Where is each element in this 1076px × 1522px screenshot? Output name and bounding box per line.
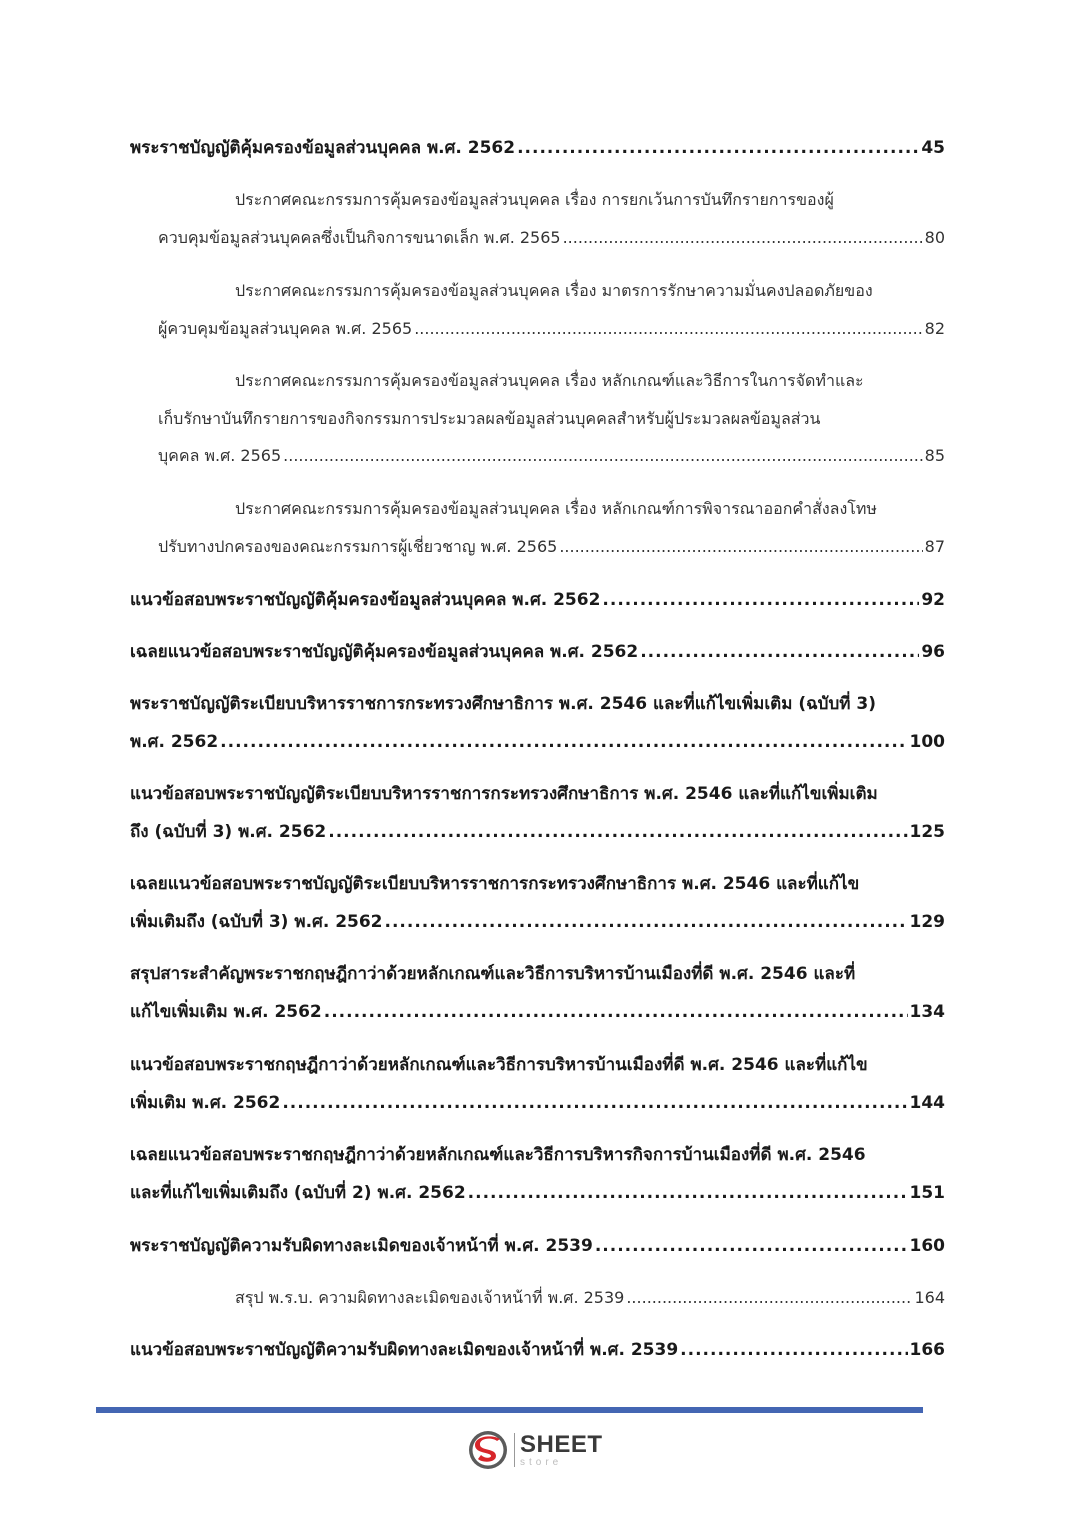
toc-entry-title: สรุปสาระสำคัญพระราชกฤษฎีกาว่าด้วยหลักเกณฑ์และวิธีการบริหารบ้านเมืองที่ดี พ.ศ. 2546 และที่ [130, 964, 856, 984]
toc-page-number: 82 [924, 319, 945, 338]
toc-line [130, 997, 945, 1027]
toc-line [130, 1050, 945, 1080]
leader-dots [385, 907, 908, 937]
toc-page-number: 87 [924, 537, 945, 556]
leader-dots [468, 1178, 908, 1208]
leader-dots [595, 1231, 908, 1261]
toc-page-number: 45 [921, 138, 945, 158]
toc-entry-title: เพิ่มเติม พ.ศ. 2562 [130, 1093, 281, 1113]
toc-page-number: 164 [914, 1288, 945, 1307]
toc-line [130, 727, 945, 757]
leader-dots [324, 997, 908, 1027]
toc-page-number: 125 [909, 822, 945, 842]
toc-entry-title: ประกาศคณะกรรมการคุ้มครองข้อมูลส่วนบุคคล เรื่อง มาตรการรักษาความมั่นคงปลอดภัยของ [235, 281, 873, 300]
toc-page-number: 92 [921, 590, 945, 610]
toc-line [130, 637, 945, 667]
leader-dots [220, 727, 907, 757]
toc-entry-title: ประกาศคณะกรรมการคุ้มครองข้อมูลส่วนบุคคล เรื่อง หลักเกณฑ์และวิธีการในการจัดทำและ [235, 371, 864, 390]
leader-dots [640, 637, 919, 667]
toc-page-number: 129 [909, 912, 945, 932]
toc-page-number: 80 [924, 228, 945, 247]
toc-line [158, 314, 945, 344]
toc-entry-title: พระราชบัญญัติระเบียบบริหารราชการกระทรวงศึกษาธิการ พ.ศ. 2546 และที่แก้ไขเพิ่มเติม (ฉบับที่ 3) [130, 694, 876, 714]
toc-entry-title: ควบคุมข้อมูลส่วนบุคคลซึ่งเป็นกิจการขนาดเล็ก พ.ศ. 2565 [158, 228, 561, 247]
toc-line [130, 1335, 945, 1365]
toc-line [130, 817, 945, 847]
toc-page-number: 166 [909, 1340, 945, 1360]
toc-entry-title: เก็บรักษาบันทึกรายการของกิจกรรมการประมวลผลข้อมูลส่วนบุคคลสำหรับผู้ประมวลผลข้อมูลส่วน [158, 409, 821, 428]
leader-dots [282, 1088, 907, 1118]
logo-text [520, 1430, 603, 1468]
toc-page-number: 96 [921, 642, 945, 662]
toc-line [130, 1231, 945, 1261]
toc-entry-title: เฉลยแนวข้อสอบพระราชบัญญัติระเบียบบริหารราชการกระทรวงศึกษาธิการ พ.ศ. 2546 และที่แก้ไข [130, 874, 860, 894]
logo-sub: store [520, 1456, 563, 1468]
logo-word: SHEET [520, 1430, 603, 1458]
toc-entry-title: แนวข้อสอบพระราชบัญญัติระเบียบบริหารราชการกระทรวงศึกษาธิการ พ.ศ. 2546 และที่แก้ไขเพิ่มเติม [130, 784, 878, 804]
toc-page-number: 85 [924, 446, 945, 465]
toc-line [130, 959, 945, 989]
toc-entry-title: พ.ศ. 2562 [130, 732, 219, 752]
leader-dots [563, 223, 923, 253]
toc-entry-title: ประกาศคณะกรรมการคุ้มครองข้อมูลส่วนบุคคล เรื่อง การยกเว้นการบันทึกรายการของผู้ [235, 190, 834, 209]
footer-rule [96, 1407, 923, 1413]
toc-entry-title: แนวข้อสอบพระราชกฤษฎีกาว่าด้วยหลักเกณฑ์และวิธีการบริหารบ้านเมืองที่ดี พ.ศ. 2546 และที่แก้ไข [130, 1055, 868, 1075]
toc-line [130, 585, 945, 615]
leader-dots [680, 1335, 907, 1365]
toc-page-number: 100 [909, 732, 945, 752]
toc-line [235, 185, 945, 215]
toc-entry-title: สรุป พ.ร.บ. ความผิดทางละเมิดของเจ้าหน้าที่ พ.ศ. 2539 [235, 1288, 625, 1307]
toc-page-number: 160 [909, 1236, 945, 1256]
toc-entry-title: แนวข้อสอบพระราชบัญญัติคุ้มครองข้อมูลส่วนบุคคล พ.ศ. 2562 [130, 590, 601, 610]
toc-line [130, 1088, 945, 1118]
toc-line [130, 1178, 945, 1208]
toc-line [130, 907, 945, 937]
toc-line [235, 366, 945, 396]
toc-line [235, 276, 945, 306]
toc-line [235, 494, 945, 524]
toc-entry-title: ผู้ควบคุมข้อมูลส่วนบุคคล พ.ศ. 2565 [158, 319, 413, 338]
toc-line [158, 404, 945, 434]
toc-line [130, 779, 945, 809]
leader-dots [602, 585, 919, 615]
toc-entry-title: เพิ่มเติมถึง (ฉบับที่ 3) พ.ศ. 2562 [130, 912, 383, 932]
toc-entry-title: ปรับทางปกครองของคณะกรรมการผู้เชี่ยวชาญ พ.ศ. 2565 [158, 537, 558, 556]
toc-line [130, 689, 945, 719]
toc-entry-title: พระราชบัญญัติความรับผิดทางละเมิดของเจ้าหน้าที่ พ.ศ. 2539 [130, 1236, 593, 1256]
toc-page-number: 151 [909, 1183, 945, 1203]
leader-dots [414, 314, 922, 344]
toc-page-number: 134 [909, 1002, 945, 1022]
toc-line [158, 441, 945, 471]
toc-entry-title: เฉลยแนวข้อสอบพระราชกฤษฎีกาว่าด้วยหลักเกณฑ์และวิธีการบริหารกิจการบ้านเมืองที่ดี พ.ศ. 2546 [130, 1145, 866, 1165]
toc-entry-title: บุคคล พ.ศ. 2565 [158, 446, 282, 465]
logo-separator [514, 1433, 515, 1467]
sheet-store-logo [467, 1427, 617, 1473]
leader-dots [328, 817, 907, 847]
toc-entry-title: แนวข้อสอบพระราชบัญญัติความรับผิดทางละเมิดของเจ้าหน้าที่ พ.ศ. 2539 [130, 1340, 679, 1360]
toc-entry-title: แก้ไขเพิ่มเติม พ.ศ. 2562 [130, 1002, 322, 1022]
leader-dots [559, 532, 922, 562]
toc-entry-title: ถึง (ฉบับที่ 3) พ.ศ. 2562 [130, 822, 327, 842]
toc-line [130, 869, 945, 899]
toc-entry-title: ประกาศคณะกรรมการคุ้มครองข้อมูลส่วนบุคคล เรื่อง หลักเกณฑ์การพิจารณาออกคำสั่งลงโทษ [235, 499, 877, 518]
toc-page-number: 144 [909, 1093, 945, 1113]
toc-line [130, 1140, 945, 1170]
leader-dots [283, 441, 923, 471]
leader-dots [517, 133, 919, 163]
toc-entry-title: พระราชบัญญัติคุ้มครองข้อมูลส่วนบุคคล พ.ศ. 2562 [130, 138, 516, 158]
toc-entry-title: และที่แก้ไขเพิ่มเติมถึง (ฉบับที่ 2) พ.ศ. 2562 [130, 1183, 466, 1203]
toc-line [130, 133, 945, 163]
toc-entry-title: เฉลยแนวข้อสอบพระราชบัญญัติคุ้มครองข้อมูลส่วนบุคคล พ.ศ. 2562 [130, 642, 639, 662]
toc-line [235, 1283, 945, 1313]
leader-dots [626, 1283, 912, 1313]
logo-mark-icon [467, 1429, 509, 1471]
toc-line [158, 532, 945, 562]
toc-line [158, 223, 945, 253]
